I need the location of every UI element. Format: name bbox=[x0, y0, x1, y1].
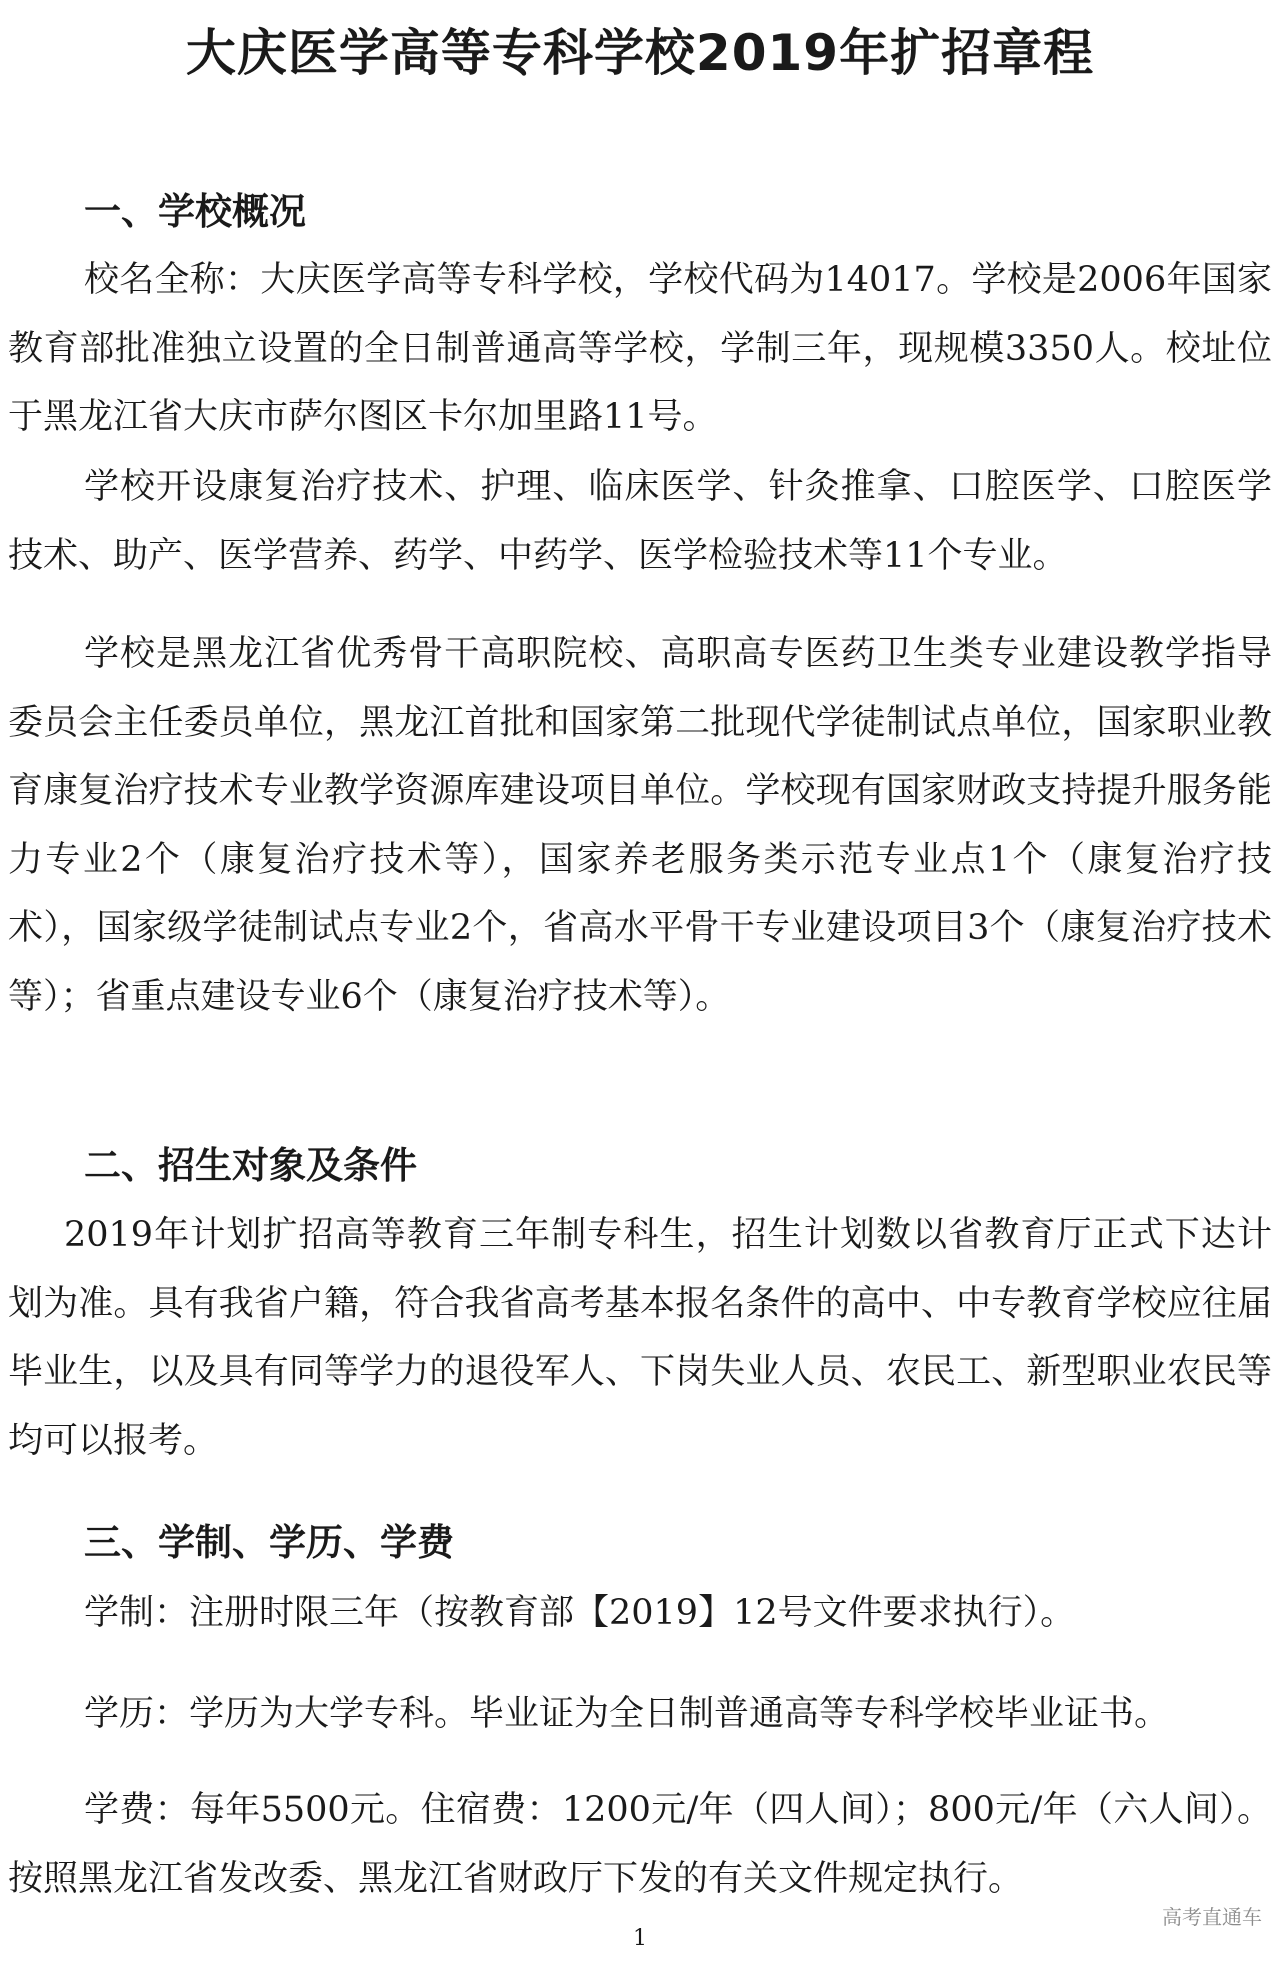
paragraph-tuition: 学费：每年5500元。住宿费：1200元/年（四人间）；800元/年（六人间）。按照黑龙江省发改委、黑龙江省财政厅下发的有关文件规定执行。 bbox=[8, 1790, 1272, 1899]
section-heading-enrollment-conditions: 二、招生对象及条件 bbox=[84, 1144, 417, 1187]
section-heading-schooling-tuition: 三、学制、学历、学费 bbox=[84, 1521, 454, 1564]
page-title: 大庆医学高等专科学校2019年扩招章程 bbox=[185, 24, 1095, 82]
watermark: 高考直通车 bbox=[1162, 1905, 1262, 1929]
paragraph-schooling-length: 学制：注册时限三年（按教育部【2019】12号文件要求执行）。 bbox=[84, 1593, 1076, 1633]
paragraph-degree: 学历：学历为大学专科。毕业证为全日制普通高等专科学校毕业证书。 bbox=[84, 1694, 1170, 1734]
paragraph-majors: 学校开设康复治疗技术、护理、临床医学、针灸推拿、口腔医学、口腔医学技术、助产、医学营养、药学、中药学、医学检验技术等11个专业。 bbox=[8, 467, 1272, 576]
paragraph-enrollment-conditions: 2019年计划扩招高等教育三年制专科生，招生计划数以省教育厅正式下达计划为准。具有我省户籍，符合我省高考基本报名条件的高中、中专教育学校应往届毕业生，以及具有同等学力的退役军人、下岗失业人员、农民工、新型职业农民等均可以报考。 bbox=[8, 1215, 1272, 1461]
page-number: 1 bbox=[633, 1926, 647, 1951]
section-heading-school-overview: 一、学校概况 bbox=[84, 190, 306, 233]
paragraph-school-name: 校名全称：大庆医学高等专科学校，学校代码为14017。学校是2006年国家教育部批准独立设置的全日制普通高等学校，学制三年，现规模3350人。校址位于黑龙江省大庆市萨尔图区卡尔加里路11号。 bbox=[8, 260, 1272, 437]
paragraph-school-honors: 学校是黑龙江省优秀骨干高职院校、高职高专医药卫生类专业建设教学指导委员会主任委员单位，黑龙江首批和国家第二批现代学徒制试点单位，国家职业教育康复治疗技术专业教学资源库建设项目单位。学校现有国家财政支持提升服务能力专业2个（康复治疗技术等），国家养老服务类示范专业点1个（康复治疗技术），国家级学徒制试点专业2个，省高水平骨干专业建设项目3个（康复治疗技术等）；省重点建设专业6个（康复治疗技术等）。 bbox=[8, 634, 1272, 1017]
